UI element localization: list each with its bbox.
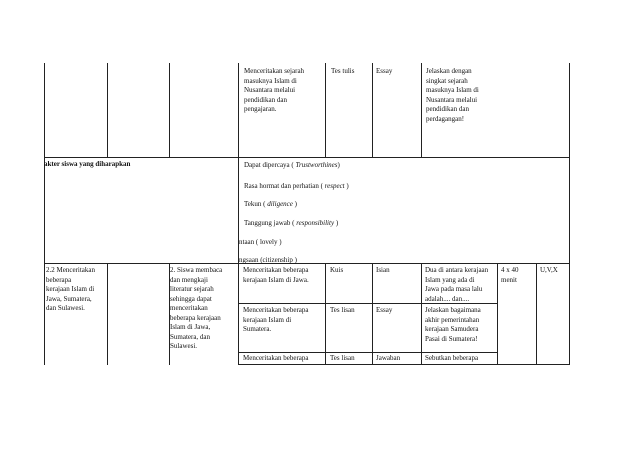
table-border: [107, 63, 108, 158]
table-border: [238, 352, 497, 353]
table-border: [44, 263, 570, 264]
bentuk-cell: Isian: [376, 266, 390, 274]
karakter-item-text: Tekun (: [244, 200, 268, 208]
karakter-item-em: responsibility: [296, 219, 335, 227]
bentuk-cell: Essay: [376, 306, 393, 314]
table-border: [372, 63, 373, 158]
table-border: [372, 263, 373, 365]
karakter-item: [239, 256, 297, 265]
table-border: [569, 263, 570, 365]
table-border: [107, 263, 108, 365]
table-border: [497, 263, 498, 365]
soal-cell: Sebutkan beberapa: [425, 354, 479, 362]
bentuk-cell: Jawaban: [376, 354, 401, 362]
karakter-item-text: ntaan ( lovely ): [239, 238, 282, 246]
karakter-item: [244, 200, 297, 209]
table-border: [238, 157, 239, 264]
table-border: [238, 63, 239, 158]
karakter-item-text: Tanggung jawab (: [244, 219, 297, 227]
table-border: [169, 63, 170, 158]
table-border: [325, 63, 326, 158]
indikator-cell: Menceritakan beberapa kerajaan Islam di Jawa.: [243, 266, 309, 284]
karakter-item-text: Rasa hormat dan perhatian (: [244, 182, 325, 190]
karakter-item-tail: ): [334, 219, 339, 227]
table-border: [44, 157, 570, 158]
karakter-item-em: diligence: [267, 200, 293, 208]
table-border: [238, 364, 569, 365]
table-border: [325, 263, 326, 365]
table-border: [569, 157, 570, 264]
kompetensi-cell: 2.2 Menceritakan beberapa kerajaan Islam di Jawa, Sumatera, dan Sulawesi.: [46, 266, 95, 312]
waktu-cell: 4 x 40 menit: [501, 266, 519, 284]
bentuk-cell: Essay: [376, 67, 393, 75]
indikator-cell: Menceritakan sejarah masuknya Islam di Nusantara melalui pendidikan dan pengajaran.: [244, 67, 305, 113]
soal-cell: Jelaskan dengan singkat sejarah masuknya Islam di Nusantara melalui pendidikan dan perdagangan!: [426, 67, 479, 123]
karakter-label: akter siswa yang diharapkan: [44, 160, 131, 168]
table-border: [536, 263, 537, 365]
soal-cell: Jelaskan bagaimana akhir pemerintahan kerajaan Samudera Pasai di Sumatera!: [425, 306, 481, 343]
karakter-item: [244, 161, 340, 170]
teknik-cell: Tes lisan: [330, 354, 355, 362]
karakter-item-tail: ): [344, 182, 349, 190]
table-border: [238, 263, 239, 365]
table-border: [421, 63, 422, 158]
sumber-cell: U,V,X: [540, 266, 558, 274]
kegiatan-cell: 2. Siswa membaca dan mengkaji literatur sejarah sehingga dapat menceritakan beberapa kerajaan Islam di Jawa, Sumatera, dan Sulawesi.: [170, 266, 223, 350]
teknik-cell: Tes lisan: [330, 306, 355, 314]
karakter-item-em: respect: [324, 182, 345, 190]
karakter-item: [244, 182, 349, 191]
table-border: [44, 263, 45, 365]
karakter-item-tail: ): [292, 200, 297, 208]
karakter-item-text: ngsaan (citizenship ): [239, 256, 297, 264]
table-border: [569, 63, 570, 158]
indikator-cell: Menceritakan beberapa: [243, 354, 309, 362]
karakter-item-tail: ): [337, 161, 340, 169]
karakter-item: [239, 238, 282, 247]
teknik-cell: Kuis: [330, 266, 344, 274]
indikator-cell: Menceritakan beberapa kerajaan Islam di Sumatera.: [243, 306, 309, 333]
table-border: [421, 263, 422, 365]
karakter-item-text: Dapat dipercaya (: [244, 161, 296, 169]
karakter-item: [244, 219, 338, 228]
soal-cell: Dua di antara kerajaan Islam yang ada di Jawa pada masa lalu adalah.... dan....: [425, 266, 489, 303]
karakter-item-em: Trustworthines: [295, 161, 338, 169]
teknik-cell: Tes tulis: [331, 67, 355, 75]
table-border: [44, 63, 45, 158]
table-border: [44, 157, 45, 264]
